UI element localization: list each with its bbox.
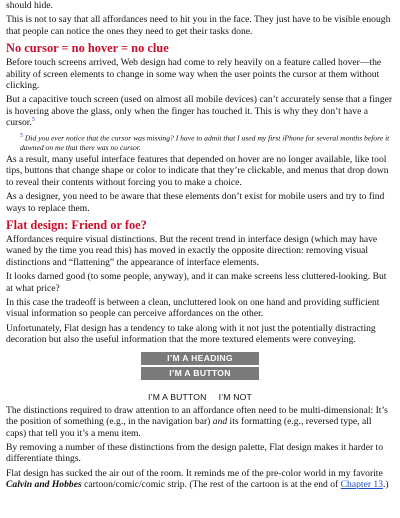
figure-heading-bar: I’M A HEADING (141, 352, 259, 365)
figure-text-not: I’M NOT (218, 391, 252, 402)
paragraph-unfortunately: Unfortunately, Flat design has a tendency to take along with it not just the potentially distracting decoration but also the useful information that the more textured elements were conveying. (6, 322, 376, 346)
calvin-hobbes-title: Calvin and Hobbes (6, 479, 82, 491)
heading-no-cursor: No cursor = no hover = no clue (6, 41, 169, 56)
emphasis-and: and (212, 416, 228, 428)
paragraph-hover: Before touch screens arrived, Web design had come to rely heavily on a feature called hover—the ability of screen elements to change in some way when the user points the cursor at them without clicking. (6, 57, 382, 92)
paragraph-sucked-air-a: Flat design has sucked the air out of the room. It reminds me of the pre-color world in my favorite (6, 467, 383, 479)
paragraph-sucked-air (6, 468, 394, 491)
footnote-link[interactable]: 5 (31, 117, 35, 124)
figure-button-bar: I’M A BUTTON (141, 367, 259, 380)
chapter-13-link[interactable]: Chapter 13 (340, 479, 384, 491)
paragraph-multidimensional-a: The distinctions required to draw attention to an affordance often need to be multi-dimensional: It’s the position of something (e.g., in the navigation bar) (6, 404, 388, 428)
paragraph-sucked-air-e: .) (383, 479, 389, 491)
paragraph-result: As a result, many useful interface features that depended on hover are no longer available, like tool tips, buttons that change shape or color to indicate that they’re clickable, and menus that drop down to reveal their contents without forcing you to make a choice. (6, 154, 389, 188)
paragraph-designer: As a designer, you need to be aware that these elements don’t exist for mobile users and try to find ways to replace them. (6, 191, 385, 214)
paragraph-removing: By removing a number of these distinctions from the design palette, Flat design makes it harder to differentiate things. (6, 441, 384, 465)
figure-text-button: I’M A BUTTON (148, 391, 207, 402)
paragraph-affordances: This is not to say that all affordances need to hit you in the face. They just have to be visible enough that people can notice the ones they need to get their tasks done. (6, 14, 391, 37)
heading-flat-design: Flat design: Friend or foe? (6, 218, 147, 233)
paragraph-looks-good: It looks darned good (to some people, anyway), and it can make screens less cluttered-looking. But at what price? (6, 271, 387, 294)
figure-text-labels (6, 392, 394, 402)
paragraph-visual-distinctions: Affordances require visual distinctions. But the recent trend in interface design (which may have waned by the time you read this) has moved in exactly the opposite direction: removing visual distinctions and “flattening” the appearance of interface elements. (6, 234, 378, 268)
paragraph-intro-end: should hide. (6, 0, 53, 11)
footnote-text: Did you ever notice that the cursor was missing? I have to admit that I used my first iPhone for several months before it dawned on me that there was no cursor. (20, 133, 390, 152)
footnote (20, 132, 394, 152)
paragraph-touch-text: But a capacitive touch screen (used on almost all mobile devices) can’t accurately sense that a finger is hovering above the glass, only when the finger has touched it. This is why they don’t have a cursor. (6, 94, 393, 129)
paragraph-touch (6, 94, 394, 128)
paragraph-sucked-air-c: cartoon/comic/comic strip. (The rest of the cartoon is at the end of (81, 479, 341, 491)
paragraph-multidimensional (6, 405, 394, 439)
paragraph-tradeoff: In this case the tradeoff is between a clean, uncluttered look on one hand and providing sufficient visual information so people can perceive affordances on the other. (6, 297, 380, 320)
flat-design-figure (6, 352, 394, 382)
footnote-number: 5 (20, 132, 23, 139)
paragraph-multidimensional-c: its formatting (e.g., reversed type, all caps) that tell you it’s a menu item. (6, 416, 372, 439)
